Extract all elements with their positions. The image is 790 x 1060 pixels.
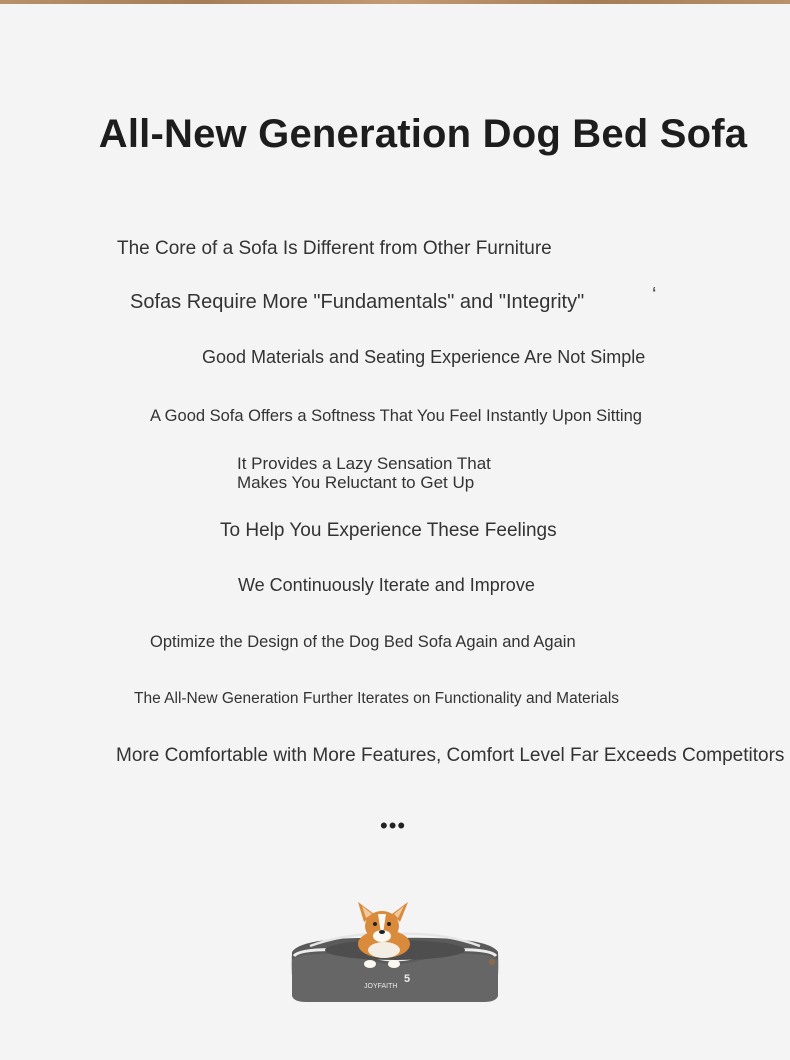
brand-label: JOYFAITH [364, 983, 398, 990]
copy-line-5: It Provides a Lazy Sensation That Makes You Reluctant to Get Up [237, 454, 491, 492]
copy-line-8: Optimize the Design of the Dog Bed Sofa Again and Again [150, 633, 576, 651]
copy-line-3: Good Materials and Seating Experience Are Not Simple [202, 347, 646, 367]
ellipsis-dots: ••• [380, 813, 407, 838]
product-image-dog-bed [288, 900, 502, 1004]
copy-line-9: The All-New Generation Further Iterates on Functionality and Materials [134, 690, 620, 707]
copy-line-10: More Comfortable with More Features, Comfort Level Far Exceeds Competitors [116, 745, 785, 766]
dog-bed-icon [288, 900, 502, 1004]
copy-line-2: Sofas Require More "Fundamentals" and "Integrity" [130, 291, 585, 313]
svg-text:5: 5 [404, 973, 411, 985]
page-title: All-New Generation Dog Bed Sofa [98, 112, 748, 156]
copy-line-6: To Help You Experience These Feelings [220, 520, 557, 541]
copy-line-4: A Good Sofa Offers a Softness That You Feel Instantly Upon Sitting [150, 407, 642, 425]
quote-mark: ‘ [652, 284, 657, 306]
top-decor-strip [0, 0, 790, 4]
copy-line-7: We Continuously Iterate and Improve [238, 575, 535, 595]
copy-line-1: The Core of a Sofa Is Different from Other Furniture [117, 238, 552, 259]
